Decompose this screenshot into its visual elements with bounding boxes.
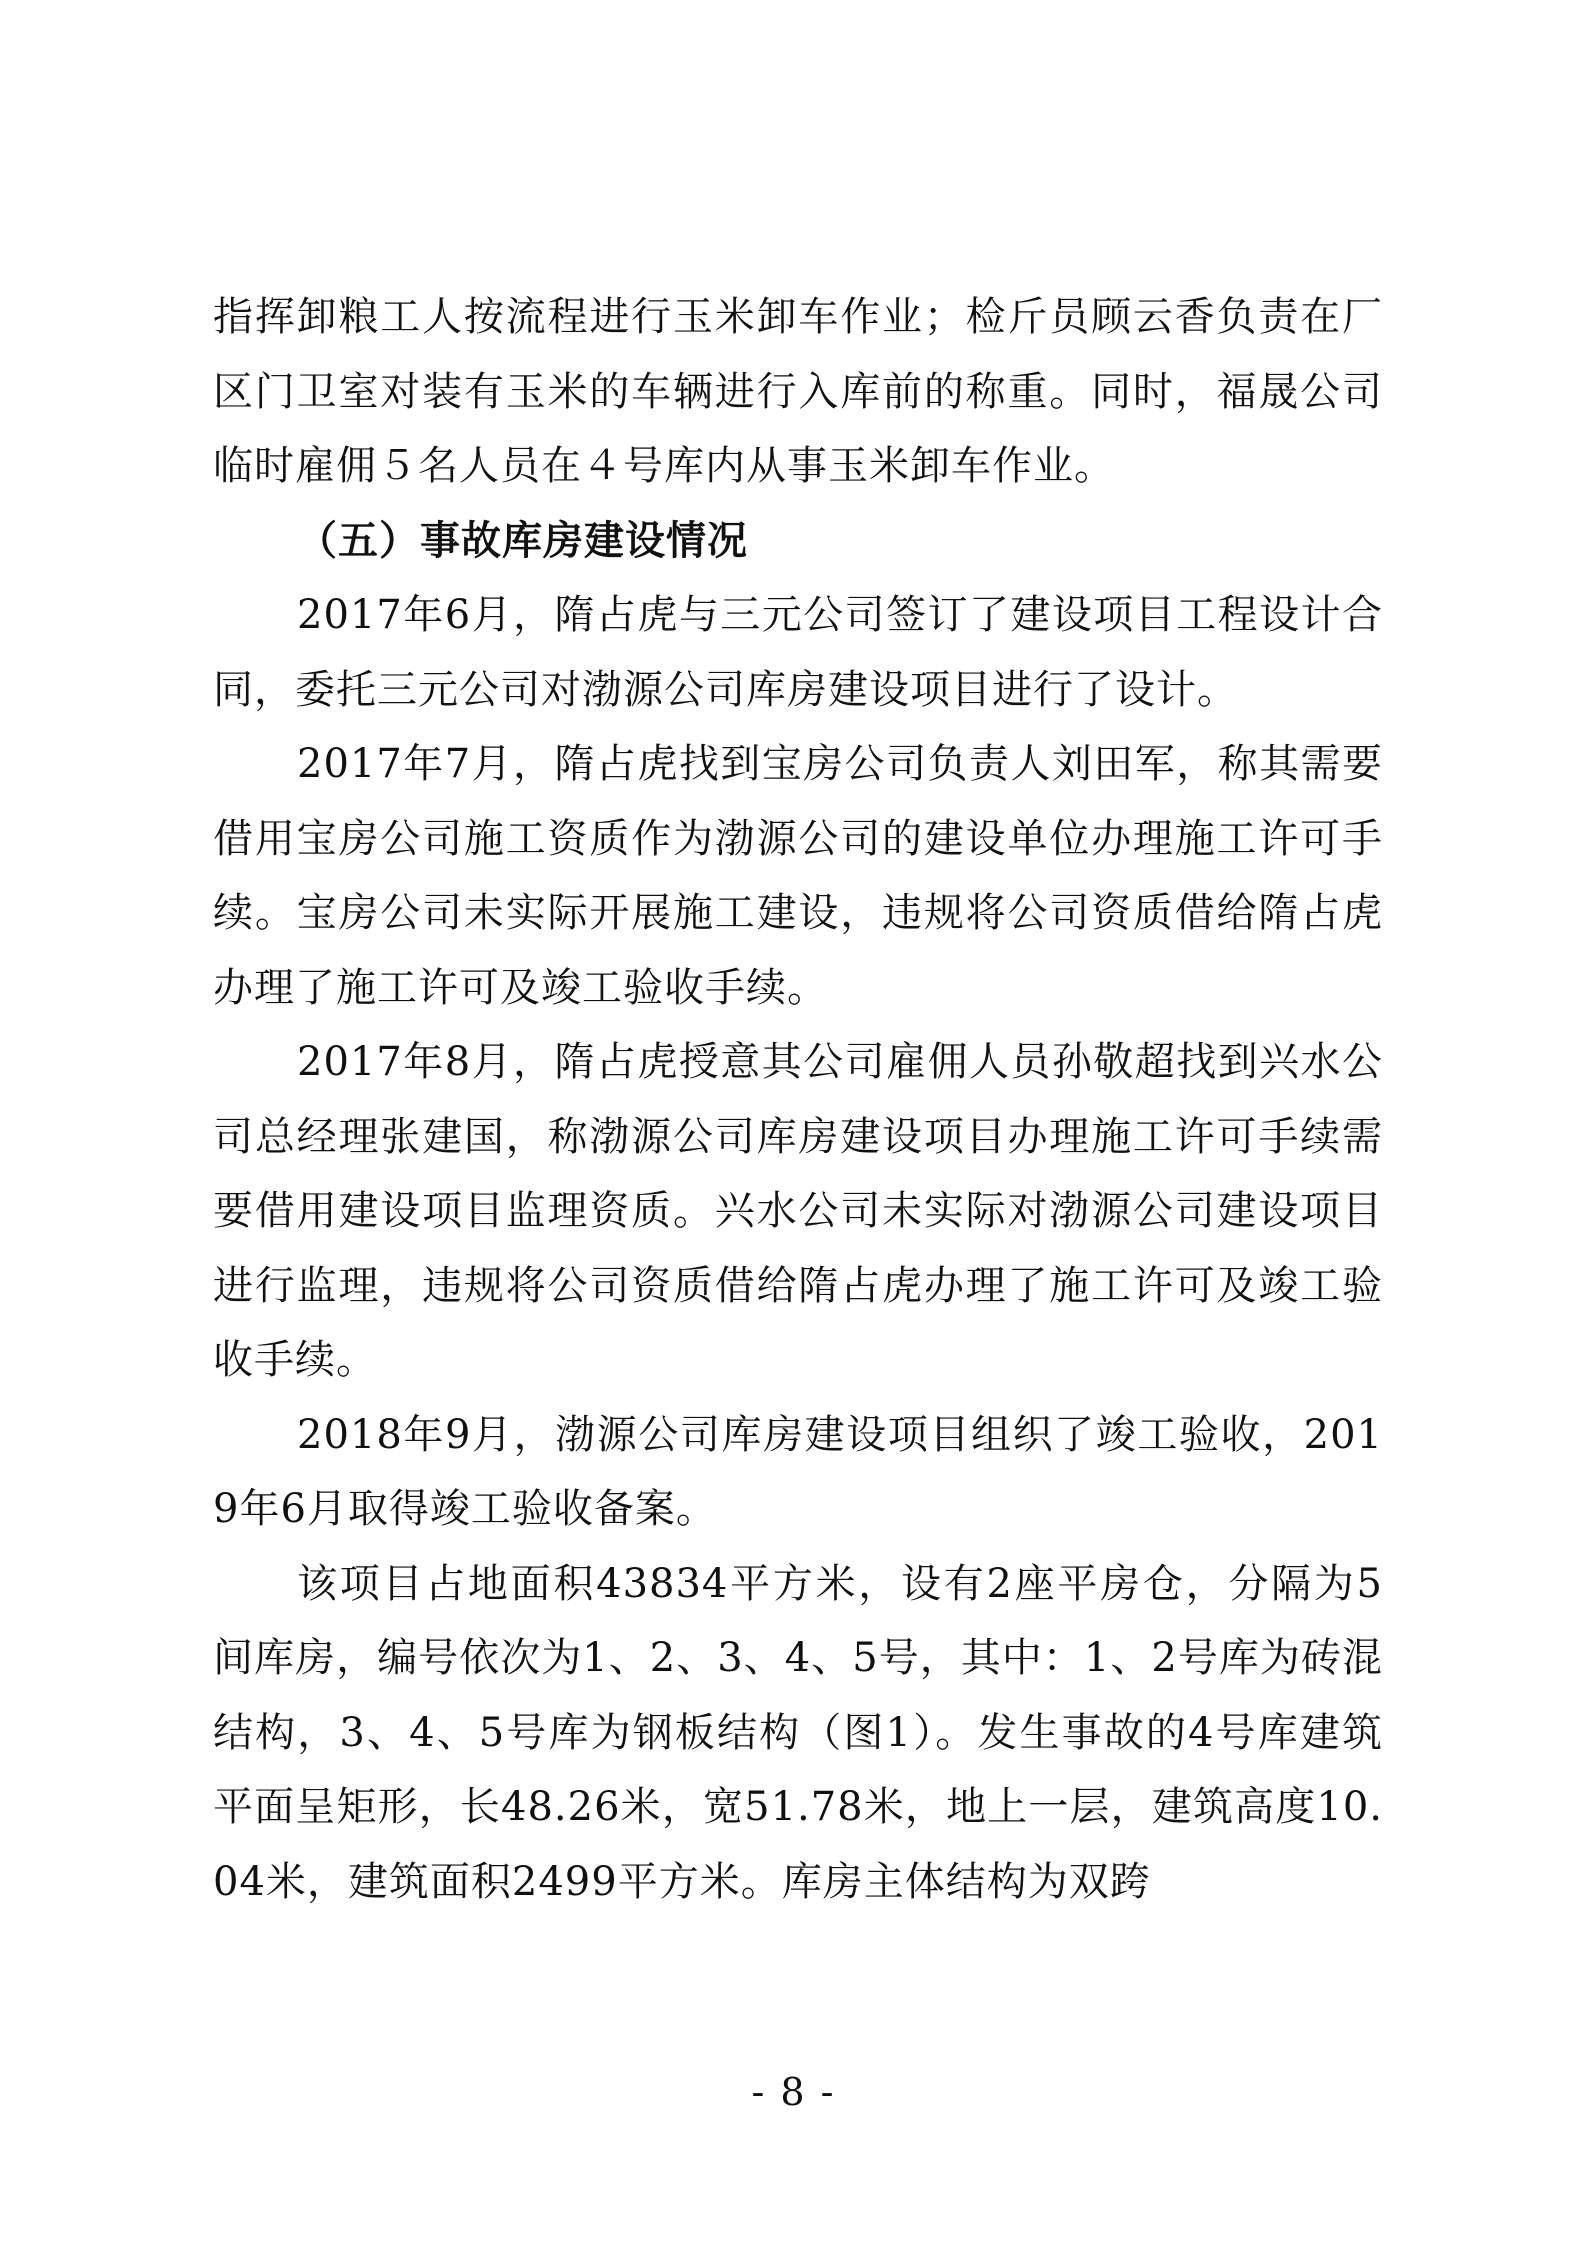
page-number: - 8 - xyxy=(751,2070,836,2114)
document-body xyxy=(213,280,1383,1919)
paragraph-4: 2017年8月，隋占虎授意其公司雇佣人员孙敬超找到兴水公司总经理张建国，称渤源公司库房建设项目办理施工许可手续需要借用建设项目监理资质。兴水公司未实际对渤源公司建设项目进行监理，违规将公司资质借给隋占虎办理了施工许可及竣工验收手续。 xyxy=(213,1039,1383,1383)
paragraph-6: 该项目占地面积43834平方米，设有2座平房仓，分隔为5间库房，编号依次为1、2、3、4、5号，其中：1、2号库为砖混结构，3、4、5号库为钢板结构（图1）。发生事故的4号库建筑平面呈矩形，长48.26米，宽51.78米，地上一层，建筑高度10.04米，建筑面积2499平方米。库房主体结构为双跨 xyxy=(213,1560,1383,1905)
paragraph-1: 指挥卸粮工人按流程进行玉米卸车作业；检斤员顾云香负责在厂区门卫室对装有玉米的车辆进行入库前的称重。同时，福晟公司临时雇佣５名人员在４号库内从事玉米卸车作业。 xyxy=(213,294,1383,489)
paragraph-2: 2017年6月，隋占虎与三元公司签订了建设项目工程设计合同，委托三元公司对渤源公司库房建设项目进行了设计。 xyxy=(213,592,1383,713)
section-heading: （五）事故库房建设情况 xyxy=(297,517,748,564)
paragraph-5: 2018年9月，渤源公司库房建设项目组织了竣工验收，2019年6月取得竣工验收备案。 xyxy=(213,1411,1383,1532)
paragraph-3: 2017年7月，隋占虎找到宝房公司负责人刘田军，称其需要借用宝房公司施工资质作为渤源公司的建设单位办理施工许可手续。宝房公司未实际开展施工建设，违规将公司资质借给隋占虎办理了施工许可及竣工验收手续。 xyxy=(213,741,1383,1011)
